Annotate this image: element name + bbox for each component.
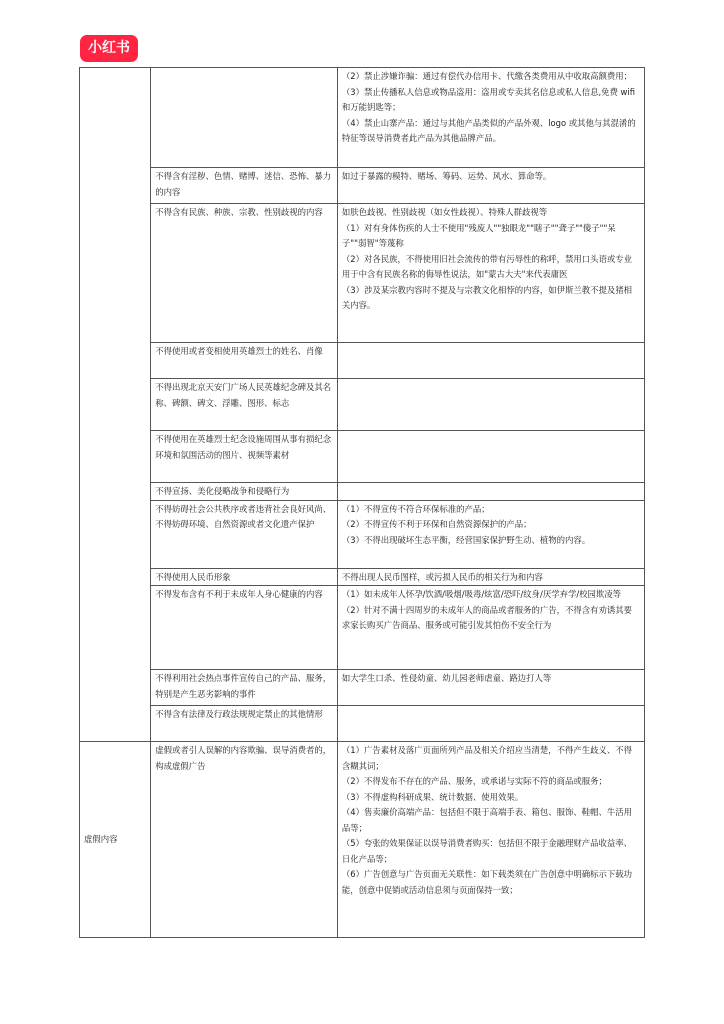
- table-row: [80, 343, 645, 379]
- table-row: [80, 568, 645, 586]
- example-cell: [337, 670, 644, 706]
- example-line: 如肤色歧视、性别歧视（如女性歧视）、特殊人群歧视等: [341, 207, 548, 217]
- rule-cell: 不得含有淫秽、色情、赌博、迷信、恐怖、暴力的内容: [151, 168, 338, 204]
- example-cell: [337, 68, 644, 168]
- rule-cell: [151, 68, 338, 168]
- example-cell: [337, 379, 644, 431]
- rule-cell: 虚假或者引人误解的内容欺骗、误导消费者的，构成虚假广告: [151, 742, 338, 938]
- example-cell: [337, 742, 644, 938]
- rule-cell: 不得宣扬、美化侵略战争和侵略行为: [151, 483, 338, 501]
- rule-cell: 不得出现北京天安门广场人民英雄纪念碑及其名称、碑额、碑文、浮雕、图形、标志: [151, 379, 338, 431]
- example-line: （2）不得发布不存在的产品、服务，或承诺与实际不符的商品或服务；: [341, 776, 607, 786]
- rule-cell: 不得使用人民币形象: [151, 568, 338, 586]
- example-line: （1）如未成年人怀孕/饮酒/吸烟/吸毒/炫富/恐吓/纹身/厌学弃学/校园欺凌等: [341, 589, 622, 599]
- example-line: 如过于暴露的模特、赌场、筹码、运势、风水、算命等。: [341, 171, 552, 181]
- example-cell: [337, 483, 644, 501]
- table-row: [80, 168, 645, 204]
- category-cell: [80, 68, 151, 742]
- example-cell: [337, 568, 644, 586]
- example-line: （2）对各民族，不得使用旧社会流传的带有污辱性的称呼，禁用口头语或专业用于中含有民族名称的侮辱性说法，如"蒙古大夫"来代表庸医: [341, 253, 632, 279]
- example-line: （3）禁止传播私人信息或物品盗用：盗用或专卖其名信息或私人信息,免费 wifi 和万能钥匙等；: [341, 86, 636, 112]
- example-line: （3）不得出现破坏生态平衡，经营国家保护野生动、植物的内容。: [341, 534, 591, 545]
- example-cell: [337, 343, 644, 379]
- example-line: （4）禁止山寨产品：通过与其他产品类似的产品外观、logo 或其他与其混淆的特征等误导消费者此产品为其他品牌产品。: [341, 117, 636, 143]
- example-cell: [337, 706, 644, 742]
- example-line: 不得出现人民币图样，或污损人民币的相关行为和内容: [341, 571, 543, 582]
- table-row: [80, 670, 645, 706]
- rule-cell: 不得发布含有不利于未成年人身心健康的内容: [151, 586, 338, 670]
- category-cell: 虚假内容: [80, 742, 151, 938]
- example-cell: [337, 431, 644, 483]
- rule-cell: 不得使用在英雄烈士纪念设施周围从事有损纪念环境和氛围活动的图片、视频等素材: [151, 431, 338, 483]
- table-row: [80, 68, 645, 168]
- table-row: [80, 500, 645, 568]
- table-row: [80, 586, 645, 670]
- rule-cell: 不得利用社会热点事件宣传自己的产品、服务，特别是产生恶劣影响的事件: [151, 670, 338, 706]
- rule-cell: 不得使用或者变相使用英雄烈士的姓名、肖像: [151, 343, 338, 379]
- example-line: （2）禁止涉嫌诈骗：通过有偿代办信用卡、代缴各类费用从中收取高额费用；: [341, 71, 632, 81]
- example-cell: [337, 500, 644, 568]
- example-line: 如大学生口杀、性侵幼童、幼儿园老师虐童、路边打人等: [341, 673, 552, 683]
- example-line: （3）不得虚构科研成果、统计数据、使用效果。: [341, 791, 524, 802]
- example-line: （2）针对不满十四周岁的未成年人的商品或者服务的广告，不得含有劝诱其要求家长购买广告商品、服务或可能引发其怕伤不安全行为: [341, 604, 632, 630]
- table-row: [80, 706, 645, 742]
- table-row: [80, 431, 645, 483]
- example-line: （2）不得宣传不利于环保和自然资源保护的产品；: [341, 519, 532, 529]
- example-cell: [337, 168, 644, 204]
- example-line: （1）对有身体伤疾的人士不使用"残废人""独眼龙""瞎子""聋子""傻子""呆子""弱智"等蔑称: [341, 222, 616, 248]
- example-line: （4）售卖廉价高端产品：包括但不限于高端手表、箱包、服饰、鞋帽、牛活用品等；: [341, 807, 632, 833]
- example-cell: [337, 586, 644, 670]
- example-line: （3）涉及某宗教内容时不提及与宗教文化相悖的内容，如伊斯兰教不提及猪相关内容。: [341, 284, 632, 310]
- example-cell: [337, 204, 644, 343]
- table-row: [80, 379, 645, 431]
- xiaohongshu-logo: 小红书: [80, 35, 138, 62]
- example-line: （5）夸张的效果保证以误导消费者购买：包括但不限于金融理财产品收益率、日化产品等；: [341, 838, 632, 864]
- rule-cell: 不得含有法律及行政法规规定禁止的其他情形: [151, 706, 338, 742]
- example-line: （1）广告素材及落广页面所列产品及相关介绍应当清楚，不得产生歧义、不得含糊其词；: [341, 745, 632, 771]
- table-row: [80, 483, 645, 501]
- table-row: [80, 742, 645, 938]
- example-line: （6）广告创意与广告页面无关联性：如下载类须在广告创意中明确标示下载功能，创意中促销或活动信息须与页面保持一致；: [341, 869, 632, 895]
- rule-cell: 不得含有民族、种族、宗教、性别歧视的内容: [151, 204, 338, 343]
- table-row: [80, 204, 645, 343]
- content-policy-table: [79, 67, 645, 938]
- rule-cell: 不得妨碍社会公共秩序或者违背社会良好风尚、不得妨碍环境、自然资源或者文化遗产保护: [151, 500, 338, 568]
- example-line: （1）不得宣传不符合环保标准的产品；: [341, 503, 490, 514]
